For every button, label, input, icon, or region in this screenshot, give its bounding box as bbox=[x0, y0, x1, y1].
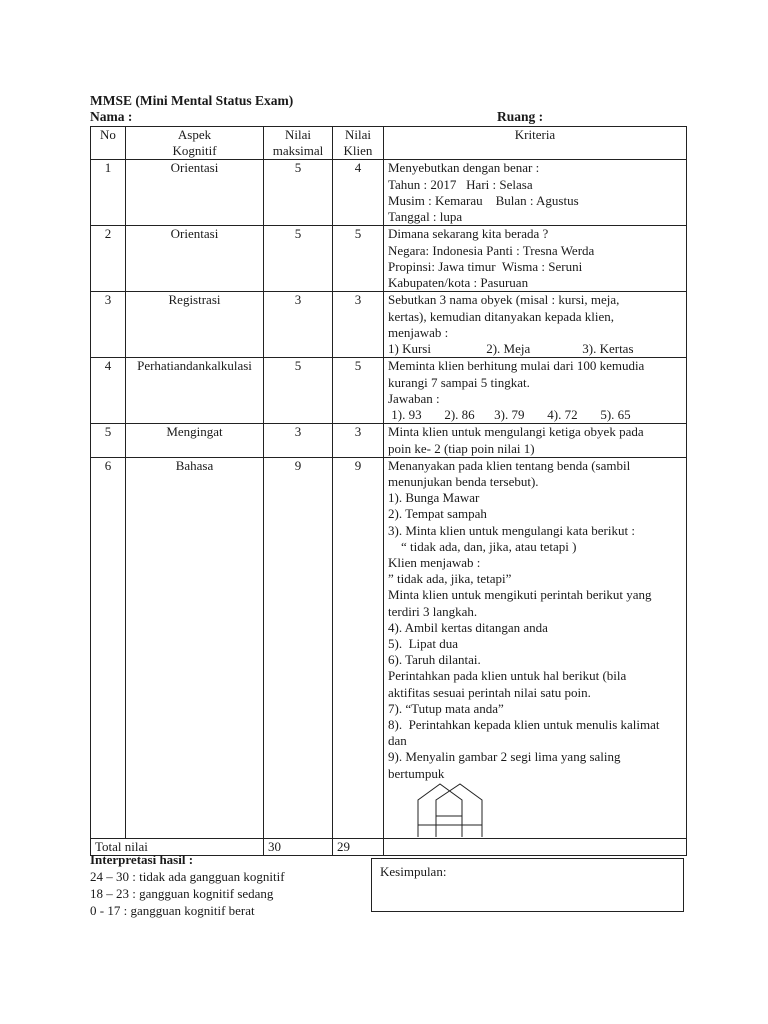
kriteria-line: Negara: Indonesia Panti : Tresna Werda bbox=[388, 242, 595, 258]
kriteria-line: dan bbox=[388, 733, 407, 749]
row-nilai-klien: 3 bbox=[333, 424, 384, 457]
interpretasi-item: 24 – 30 : tidak ada gangguan kognitif bbox=[90, 869, 285, 884]
kriteria-line: Klien menjawab : bbox=[388, 555, 481, 571]
row-aspek: Orientasi bbox=[126, 226, 264, 292]
kriteria-line: 1). 93 2). 86 3). 79 4). 72 5). 65 bbox=[388, 407, 631, 423]
header-nilai-klien-line1: Nilai bbox=[345, 127, 371, 142]
ruang-label: Ruang : bbox=[497, 109, 544, 124]
row-no: 1 bbox=[91, 160, 126, 226]
kriteria-line: poin ke- 2 (tiap poin nilai 1) bbox=[388, 440, 535, 456]
row-kriteria bbox=[384, 457, 687, 838]
kriteria-line: ” tidak ada, jika, tetapi” bbox=[388, 571, 512, 587]
row-no: 2 bbox=[91, 226, 126, 292]
table-row bbox=[91, 226, 687, 292]
interpretasi-item: 0 - 17 : gangguan kognitif berat bbox=[90, 903, 255, 918]
row-aspek: Mengingat bbox=[126, 424, 264, 457]
row-aspek: Bahasa bbox=[126, 457, 264, 838]
header-aspek-line2: Kognitif bbox=[172, 143, 217, 159]
total-kriteria-empty bbox=[384, 838, 687, 855]
kriteria-line: “ tidak ada, dan, jika, atau tetapi ) bbox=[388, 538, 577, 554]
row-no: 5 bbox=[91, 424, 126, 457]
page-title: MMSE (Mini Mental Status Exam) bbox=[90, 93, 294, 108]
kriteria-line: Sebutkan 3 nama obyek (misal : kursi, meja, bbox=[388, 292, 620, 308]
table-row bbox=[91, 160, 687, 226]
row-nilai-klien: 5 bbox=[333, 226, 384, 292]
kriteria-line: Kabupaten/kota : Pasuruan bbox=[388, 275, 529, 291]
table-row bbox=[91, 424, 687, 457]
kriteria-line: Menyebutkan dengan benar : bbox=[388, 160, 540, 176]
row-nilai-klien: 4 bbox=[333, 160, 384, 226]
kriteria-line: kertas), kemudian ditanyakan kepada klien, bbox=[388, 308, 614, 324]
header-no: No bbox=[91, 127, 126, 160]
row-nilai-maks: 3 bbox=[264, 424, 333, 457]
kriteria-line: 9). Menyalin gambar 2 segi lima yang saling bbox=[388, 749, 621, 765]
kesimpulan-label: Kesimpulan: bbox=[380, 864, 447, 879]
kriteria-line: Jawaban : bbox=[388, 390, 440, 406]
interpretasi-title: Interpretasi hasil : bbox=[90, 852, 194, 867]
kriteria-line: Propinsi: Jawa timur Wisma : Seruni bbox=[388, 258, 583, 274]
table-row bbox=[91, 457, 687, 838]
row-kriteria bbox=[384, 292, 687, 358]
nama-label: Nama : bbox=[90, 109, 133, 124]
row-kriteria bbox=[384, 358, 687, 424]
row-nilai-maks: 9 bbox=[264, 457, 333, 838]
kriteria-line: Perintahkan pada klien untuk hal berikut (bila bbox=[388, 668, 627, 684]
row-aspek: Registrasi bbox=[126, 292, 264, 358]
row-no: 6 bbox=[91, 457, 126, 838]
row-nilai-maks: 5 bbox=[264, 226, 333, 292]
kriteria-line: aktifitas sesuai perintah nilai satu poin. bbox=[388, 684, 591, 700]
kriteria-line: terdiri 3 langkah. bbox=[388, 603, 478, 619]
kriteria-line: 7). “Tutup mata anda” bbox=[388, 700, 504, 716]
kriteria-line: 4). Ambil kertas ditangan anda bbox=[388, 619, 548, 635]
kriteria-line: 5). Lipat dua bbox=[388, 636, 459, 652]
row-aspek: Orientasi bbox=[126, 160, 264, 226]
row-kriteria bbox=[384, 226, 687, 292]
row-nilai-maks: 3 bbox=[264, 292, 333, 358]
kriteria-line: Menanyakan pada klien tentang benda (sambil bbox=[388, 457, 631, 473]
kriteria-line: bertumpuk bbox=[388, 765, 445, 781]
row-nilai-klien: 3 bbox=[333, 292, 384, 358]
row-nilai-maks: 5 bbox=[264, 358, 333, 424]
kriteria-line: 1). Bunga Mawar bbox=[388, 490, 480, 506]
row-no: 3 bbox=[91, 292, 126, 358]
table-header-row bbox=[91, 127, 687, 160]
row-nilai-maks: 5 bbox=[264, 160, 333, 226]
kriteria-line: 6). Taruh dilantai. bbox=[388, 652, 481, 668]
table-row bbox=[91, 358, 687, 424]
table-row bbox=[91, 292, 687, 358]
kriteria-line: Meminta klien berhitung mulai dari 100 kemudia bbox=[388, 358, 645, 374]
total-nilai-maks: 30 bbox=[264, 838, 333, 855]
kriteria-line: Minta klien untuk mengikuti perintah berikut yang bbox=[388, 587, 652, 603]
header-nilai-klien-line2: Klien bbox=[343, 143, 373, 159]
kriteria-line: menunjukan benda tersebut). bbox=[388, 474, 539, 490]
kriteria-line: Dimana sekarang kita berada ? bbox=[388, 226, 549, 242]
total-nilai-klien: 29 bbox=[333, 838, 384, 855]
interpretasi-item: 18 – 23 : gangguan kognitif sedang bbox=[90, 886, 274, 901]
header-nilai-klien bbox=[333, 127, 384, 160]
row-nilai-klien: 9 bbox=[333, 457, 384, 838]
kriteria-line: kurangi 7 sampai 5 tingkat. bbox=[388, 374, 530, 390]
header-nilai-maks-line2: maksimal bbox=[272, 143, 324, 159]
kriteria-line: Minta klien untuk mengulangi ketiga obyek pada bbox=[388, 424, 644, 440]
kriteria-line: Tanggal : lupa bbox=[388, 209, 463, 225]
kriteria-line: Tahun : 2017 Hari : Selasa bbox=[388, 176, 533, 192]
kriteria-line: menjawab : bbox=[388, 324, 449, 340]
kriteria-line: 2). Tempat sampah bbox=[388, 506, 487, 522]
kesimpulan-box bbox=[371, 858, 684, 912]
row-aspek: Perhatiandankalkulasi bbox=[126, 358, 264, 424]
kriteria-line: 3). Minta klien untuk mengulangi kata berikut : bbox=[388, 522, 635, 538]
interpretasi-section bbox=[90, 851, 285, 919]
row-kriteria bbox=[384, 160, 687, 226]
row-no: 4 bbox=[91, 358, 126, 424]
kriteria-line: 8). Perintahkan kepada klien untuk menulis kalimat bbox=[388, 717, 660, 733]
header-nilai-maksimal bbox=[264, 127, 333, 160]
header-kriteria: Kriteria bbox=[384, 127, 687, 160]
kriteria-line: Musim : Kemarau Bulan : Agustus bbox=[388, 192, 579, 208]
overlapping-pentagons-drawing bbox=[416, 782, 488, 838]
kriteria-line: 1) Kursi 2). Meja 3). Kertas bbox=[388, 341, 634, 357]
header-aspek-line1: Aspek bbox=[177, 127, 212, 142]
header-nilai-maks-line1: Nilai bbox=[285, 127, 311, 142]
row-nilai-klien: 5 bbox=[333, 358, 384, 424]
total-label: Total nilai bbox=[91, 838, 264, 855]
mmse-table bbox=[90, 126, 687, 856]
header-aspek bbox=[126, 127, 264, 160]
row-kriteria bbox=[384, 424, 687, 457]
